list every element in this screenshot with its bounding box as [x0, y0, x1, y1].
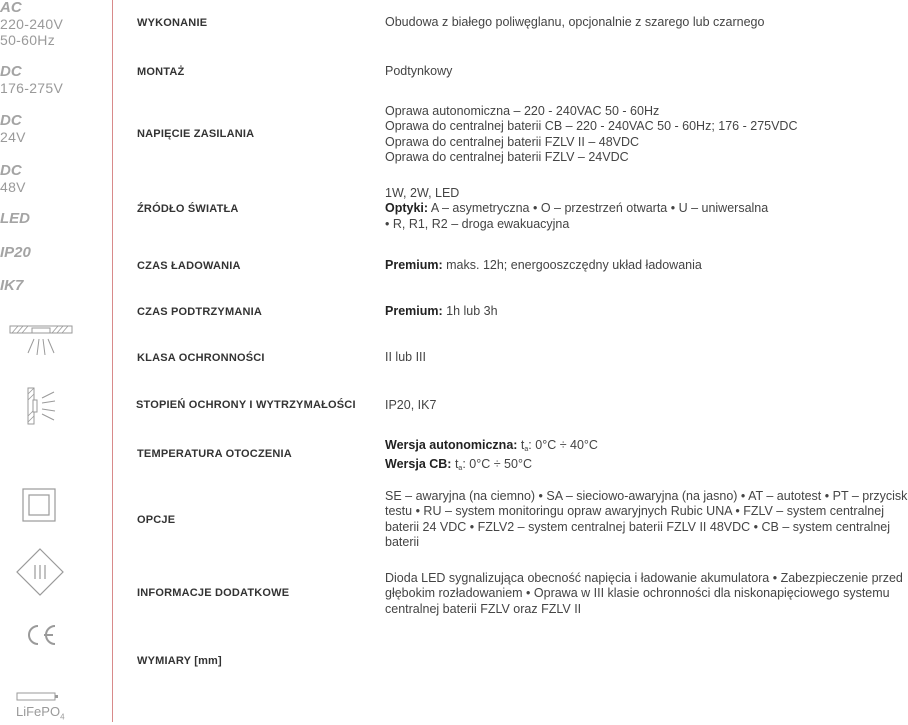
- spec-led: [0, 211, 30, 227]
- spec-dc-3-voltage: 48V: [0, 179, 26, 195]
- spec-ac-label: AC: [0, 0, 22, 16]
- spec-dc-2: [0, 113, 26, 145]
- row-value-informacje: Dioda LED sygnalizująca obecność napięcia i ładowanie akumulatora • Zabezpieczenie przed głębokim rozładowaniem • Oprawa w III klasie ochronności dla niskonapięciowego systemu centralnej baterii FZLV oraz FZLV II: [385, 571, 903, 616]
- battery-type-subscript: 4: [60, 712, 65, 722]
- sidebar: [0, 0, 112, 725]
- row-label-czas-podtrzymania: CZAS PODTRZYMANIA: [137, 306, 263, 318]
- temperatura-line-1: [385, 438, 908, 457]
- protection-class-ii-icon: [22, 488, 56, 522]
- czas-podtrzymania-text: 1h lub 3h: [442, 304, 498, 318]
- row-value-zrodlo: [385, 186, 908, 232]
- spec-dc-1: [0, 64, 63, 96]
- row-value-temperatura: [385, 438, 908, 477]
- battery-type-label: [16, 704, 65, 722]
- battery-icon: [16, 692, 60, 702]
- spec-dc-3: [0, 163, 26, 195]
- napiecie-line-3: Oprawa do centralnej baterii FZLV II – 48VDC: [385, 134, 640, 149]
- spec-dc-1-label: DC: [0, 63, 22, 80]
- spec-ik7-label: IK7: [0, 277, 24, 294]
- temperatura-t-1: t: [517, 438, 525, 452]
- spec-ac-frequency: 50-60Hz: [0, 32, 56, 48]
- battery-type-text: LiFePO: [16, 704, 61, 719]
- czas-ladowania-text: maks. 12h; energooszczędny układ ładowania: [442, 258, 702, 272]
- ceiling-mount-icon: [8, 323, 76, 357]
- row-value-stopien: IP20, IK7: [385, 398, 437, 412]
- temperatura-sub-1: a: [524, 446, 529, 453]
- zrodlo-optyki-text: A – asymetryczna • O – przestrzeń otwarta • U – uniwersalna: [428, 201, 769, 216]
- temperatura-autonomiczna-label: Wersja autonomiczna:: [385, 438, 518, 452]
- spec-dc-1-voltage: 176-275V: [0, 80, 64, 96]
- row-value-montaz: Podtynkowy: [385, 64, 453, 78]
- row-label-stopien: STOPIEŃ OCHRONY I WYTRZYMAŁOŚCI: [136, 399, 356, 411]
- temperatura-line-2: [385, 457, 908, 476]
- spec-ik7: [0, 278, 23, 294]
- row-label-zrodlo: ŹRÓDŁO ŚWIATŁA: [137, 203, 239, 215]
- napiecie-line-1: Oprawa autonomiczna – 220 - 240VAC 50 - 60Hz: [385, 104, 660, 118]
- row-label-temperatura: TEMPERATURA OTOCZENIA: [137, 448, 292, 460]
- row-label-napiecie: NAPIĘCIE ZASILANIA: [137, 128, 255, 140]
- temperatura-sub-2: a: [458, 465, 463, 473]
- row-label-wymiary: WYMIARY [mm]: [137, 655, 222, 667]
- spec-led-label: LED: [0, 210, 30, 227]
- row-label-czas-ladowania: CZAS ŁADOWANIA: [137, 260, 241, 272]
- row-label-informacje: INFORMACJE DODATKOWE: [137, 587, 290, 599]
- temperatura-range-1: : 0°C ÷ 40°C: [528, 438, 598, 452]
- row-label-montaz: MONTAŻ: [137, 66, 185, 78]
- temperatura-range-2: : 0°C ÷ 50°C: [462, 457, 532, 472]
- row-label-wykonanie: WYKONANIE: [137, 17, 208, 29]
- spec-dc-2-voltage: 24V: [0, 129, 26, 145]
- zrodlo-optyki-label: Optyki:: [385, 201, 429, 216]
- wall-mount-icon: [24, 386, 60, 426]
- zrodlo-line-3: • R, R1, R2 – droga ewakuacyjna: [385, 216, 570, 231]
- row-value-czas-ladowania: [385, 258, 908, 273]
- row-value-napiecie: [385, 104, 908, 165]
- row-value-opcje: SE – awaryjna (na ciemno) • SA – sieciowo-awaryjna (na jasno) • AT – autotest • PT – przycisk testu • RU – system monitoringu opraw awaryjnych Rubic UNA • FZLV – system centralnej baterii 24 VDC • FZLV2 – system centralnej baterii FZLV II 48VDC • CB – system centralnej baterii: [385, 489, 908, 549]
- czas-podtrzymania-premium-label: Premium:: [385, 304, 443, 318]
- zrodlo-line-2: [385, 201, 908, 216]
- spec-ip20-label: IP20: [0, 244, 31, 261]
- divider-line: [112, 0, 113, 722]
- spec-ip20: [0, 245, 31, 261]
- napiecie-line-2: Oprawa do centralnej baterii CB – 220 - 240VAC 50 - 60Hz; 176 - 275VDC: [385, 119, 798, 134]
- spec-dc-2-label: DC: [0, 112, 22, 129]
- spec-dc-3-label: DC: [0, 162, 22, 179]
- protection-class-iii-icon: [16, 548, 64, 596]
- ce-mark-icon: [24, 623, 58, 647]
- spec-ac: [0, 0, 63, 48]
- row-value-klasa: II lub III: [385, 350, 426, 364]
- zrodlo-line-1: 1W, 2W, LED: [385, 186, 460, 200]
- row-label-opcje: OPCJE: [137, 514, 176, 526]
- temperatura-t-2: t: [451, 457, 459, 472]
- row-label-klasa: KLASA OCHRONNOŚCI: [137, 352, 265, 364]
- temperatura-cb-label: Wersja CB:: [385, 457, 452, 472]
- napiecie-line-4: Oprawa do centralnej baterii FZLV – 24VDC: [385, 149, 629, 164]
- czas-ladowania-premium-label: Premium:: [385, 258, 443, 272]
- spec-ac-voltage: 220-240V: [0, 16, 64, 32]
- row-value-czas-podtrzymania: [385, 304, 908, 319]
- row-value-wykonanie: Obudowa z białego poliwęglanu, opcjonalnie z szarego lub czarnego: [385, 15, 765, 29]
